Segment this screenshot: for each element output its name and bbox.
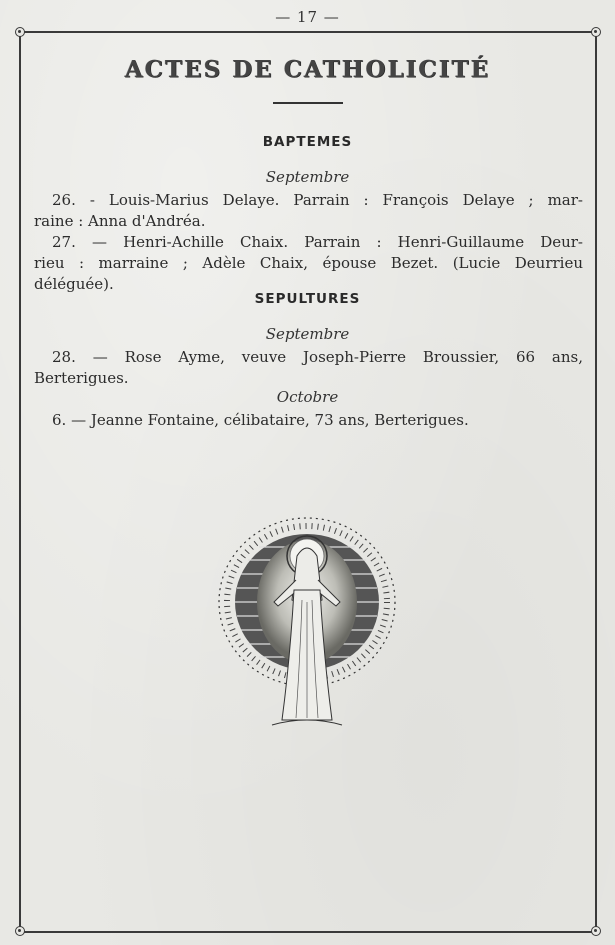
register-entry [34,410,583,431]
entry-line: raine : Anna d'Andréa. [34,212,206,230]
entry-line: 27. — Henri-Achille Chaix. Parrain : Henri-Guillaume Deur- [52,233,583,251]
entry-line: 26. - Louis-Marius Delaye. Parrain : François Delaye ; mar- [52,191,583,209]
entry-line: rieu : marraine ; Adèle Chaix, épouse Bezet. (Lucie Deurrieu [34,254,583,272]
month-heading: Septembre [265,325,350,343]
section-heading-sepultures: SEPULTURES [254,291,361,307]
title-divider [273,102,343,104]
entry-line: déléguée). [34,275,114,293]
register-entry [34,347,583,389]
corner-ornament-icon [15,926,25,936]
virgin-mary-radiant-icon [212,510,402,735]
frame-top-border [22,31,593,33]
month-heading: Septembre [265,168,350,186]
entry-line: 6. — Jeanne Fontaine, célibataire, 73 ans, Berterigues. [52,411,469,429]
section-heading-baptemes: BAPTEMES [262,134,353,150]
register-entry [34,232,583,295]
frame-bottom-border [22,931,593,933]
corner-ornament-icon [591,27,601,37]
entry-line: Berterigues. [34,369,129,387]
corner-ornament-icon [591,926,601,936]
entry-line: 28. — Rose Ayme, veuve Joseph-Pierre Broussier, 66 ans, [52,348,583,366]
page-title: ACTES DE CATHOLICITÉ [124,56,491,83]
page-number: — 17 — [275,8,340,26]
corner-ornament-icon [15,27,25,37]
register-entry [34,190,583,232]
month-heading: Octobre [276,388,339,406]
